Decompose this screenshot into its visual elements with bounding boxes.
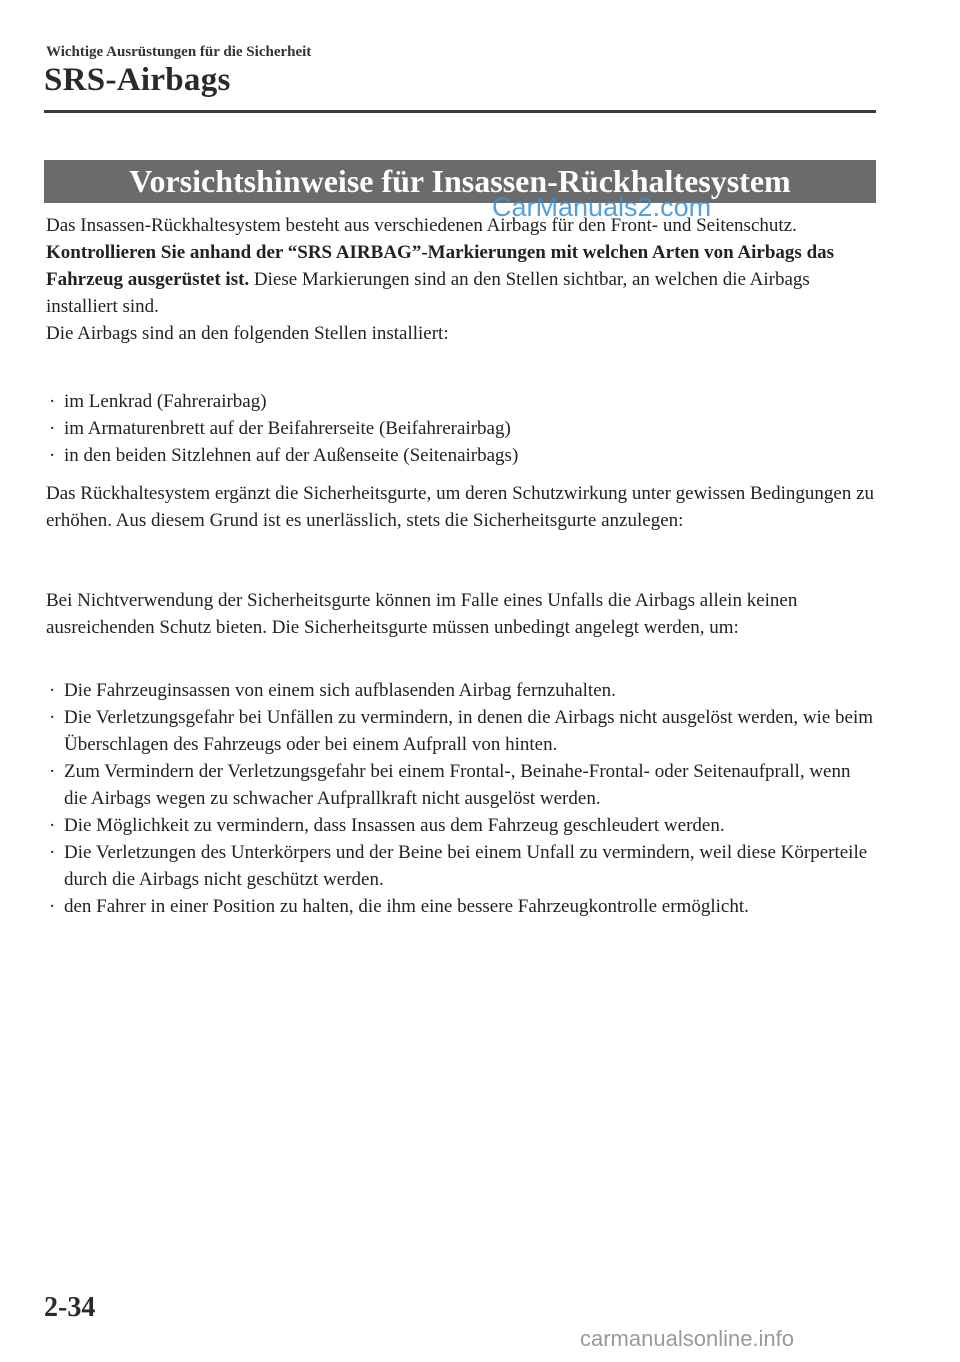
chapter-title: SRS-Airbags (44, 62, 231, 98)
page-number: 2-34 (44, 1292, 96, 1323)
restraint-paragraph: Das Rückhaltesystem ergänzt die Sicherheitsgurte, um deren Schutzwirkung unter gewissen Bedingungen zu erhöhen. Aus diesem Grund ist es unerlässlich, stets die Sicherheitsgurte anzulegen: (46, 483, 875, 531)
list-item (46, 758, 876, 812)
bullet-dot-icon: · (49, 761, 56, 782)
bullet-dot-icon: · (49, 815, 56, 836)
section-kicker: Wichtige Ausrüstungen für die Sicherheit (46, 44, 312, 60)
intro-text: Das Insassen-Rückhaltesystem besteht aus verschiedenen Airbags für den Front- und Seitenschutz. (46, 215, 797, 236)
list-item (46, 388, 876, 415)
list-item (46, 415, 876, 442)
list-item-text: Die Fahrzeuginsassen von einem sich aufblasenden Airbag fernzuhalten. (64, 680, 616, 701)
list-item-text: in den beiden Sitzlehnen auf der Außenseite (Seitenairbags) (64, 445, 519, 466)
list-item (46, 677, 876, 704)
intro-line2: Die Airbags sind an den folgenden Stellen installiert: (46, 323, 449, 344)
seatbelt-reasons-list (46, 677, 876, 920)
bullet-dot-icon: · (49, 680, 56, 701)
bullet-dot-icon: · (49, 418, 56, 439)
bullet-dot-icon: · (49, 896, 56, 917)
intro-paragraph (46, 212, 876, 347)
list-item (46, 839, 876, 893)
intro-bold-text: Kontrollieren Sie anhand der “SRS AIRBAG”-Markierungen mit welchen Arten von Airbags das Fahrzeug ausgerüstet ist. (46, 242, 835, 290)
list-item-text: Die Verletzungsgefahr bei Unfällen zu vermindern, in denen die Airbags nicht ausgelöst werden, wie beim Überschlagen des Fahrzeugs oder bei einem Aufprall von hinten. (64, 707, 874, 755)
list-item (46, 442, 876, 469)
intro-text-end: Diese Markierungen sind an den Stellen sichtbar, an welchen die Airbags installiert sind. (46, 269, 810, 317)
watermark-logo: CarManuals2.com (492, 192, 712, 222)
list-item-text: im Lenkrad (Fahrerairbag) (64, 391, 267, 412)
list-item-text: Die Verletzungen des Unterkörpers und der Beine bei einem Unfall zu vermindern, weil diese Körperteile durch die Airbags nicht geschützt werden. (64, 842, 868, 890)
list-item-text: den Fahrer in einer Position zu halten, die ihm eine bessere Fahrzeugkontrolle ermöglicht. (64, 896, 749, 917)
list-item-text: Die Möglichkeit zu vermindern, dass Insassen aus dem Fahrzeug geschleudert werden. (64, 815, 725, 836)
list-item (46, 704, 876, 758)
header-divider (44, 110, 876, 113)
seatbelt-paragraph: Bei Nichtverwendung der Sicherheitsgurte können im Falle eines Unfalls die Airbags allein keinen ausreichenden Schutz bieten. Die Sicherheitsgurte müssen unbedingt angelegt werden, um: (46, 590, 798, 638)
section-banner: Vorsichtshinweise für Insassen-Rückhaltesystem (44, 160, 876, 203)
list-item (46, 893, 876, 920)
list-item (46, 812, 876, 839)
bullet-dot-icon: · (49, 391, 56, 412)
bullet-dot-icon: · (49, 445, 56, 466)
list-item-text: im Armaturenbrett auf der Beifahrerseite (Beifahrerairbag) (64, 418, 511, 439)
list-item-text: Zum Vermindern der Verletzungsgefahr bei einem Frontal-, Beinahe-Frontal- oder Seitenaufprall, wenn die Airbags wegen zu schwacher Aufprallkraft nicht ausgelöst werden. (64, 761, 851, 809)
bullet-dot-icon: · (49, 707, 56, 728)
footer-watermark: carmanualsonline.info (580, 1326, 795, 1351)
bullet-dot-icon: · (49, 842, 56, 863)
airbag-locations-list (46, 388, 876, 469)
